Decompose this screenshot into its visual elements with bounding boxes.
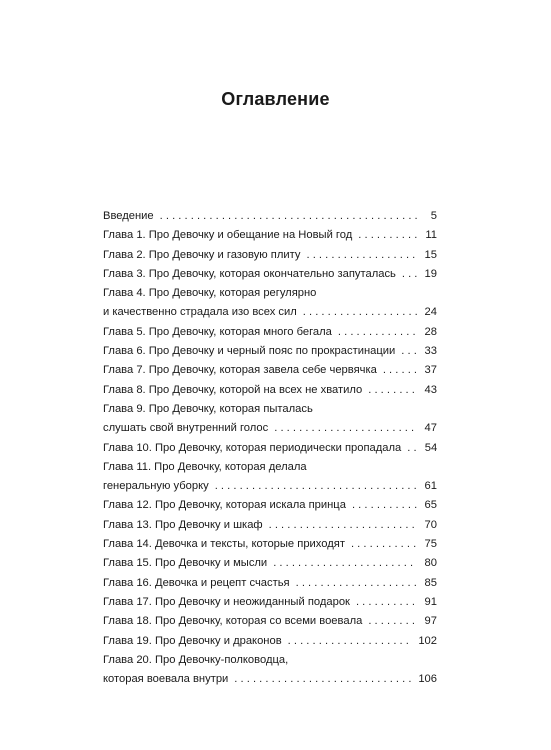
toc-entry-title: Глава 9. Про Девочку, которая пыталась: [103, 402, 313, 415]
toc-entry: [103, 516, 437, 535]
toc-entry-title: Введение: [103, 210, 154, 222]
toc-entry-title: Глава 11. Про Девочку, которая делала: [103, 460, 307, 473]
toc-leader-dots: [351, 535, 417, 554]
toc-entry-title: Глава 5. Про Девочку, которая много бегала: [103, 325, 332, 338]
toc-page-number: 70: [424, 518, 437, 531]
toc-entry-title: Глава 2. Про Девочку и газовую плиту: [103, 248, 301, 261]
toc-page-number: 24: [424, 306, 437, 319]
page-title: Оглавление: [221, 89, 330, 109]
toc-page-number: 91: [424, 595, 437, 608]
toc-page-number: 97: [424, 615, 437, 628]
toc-leader-dots: [407, 439, 417, 458]
toc-entry-title: Глава 19. Про Девочку и драконов: [103, 634, 282, 647]
toc-entry-title: генеральную уборку: [103, 480, 209, 493]
toc-page-number: 15: [424, 248, 437, 261]
toc-entry-title: Глава 15. Про Девочку и мысли: [103, 557, 268, 570]
toc-page-number: 54: [424, 441, 438, 454]
toc-page-number: 28: [424, 325, 437, 338]
toc-leader-dots: [303, 303, 417, 322]
toc-entry-title: Глава 16. Девочка и рецепт счастья: [103, 576, 290, 589]
toc-leader-dots: [352, 496, 417, 515]
toc-entry: [103, 439, 437, 458]
toc-entry: [103, 207, 437, 226]
toc-leader-dots: [368, 381, 417, 400]
toc-leader-dots: [358, 226, 417, 245]
toc-entry: [103, 361, 437, 380]
toc-leader-dots: [215, 477, 417, 496]
toc-page-number: 37: [424, 364, 437, 377]
toc-page-number: 106: [418, 673, 437, 686]
toc-entry-title: Глава 10. Про Девочку, которая периодически пропадала: [103, 441, 402, 454]
toc-page-number: 102: [418, 634, 437, 647]
toc-entry-title: Глава 12. Про Девочку, которая искала принца: [103, 499, 346, 512]
toc-entry: [103, 554, 437, 573]
toc-entry-title: Глава 8. Про Девочку, которой на всех не хватило: [103, 383, 363, 396]
toc-entry: [103, 670, 437, 689]
toc-entry: [103, 458, 437, 477]
toc-entry-title: слушать свой внутренний голос: [103, 422, 269, 435]
toc-entry-title: Глава 14. Девочка и тексты, которые приходят: [103, 538, 345, 551]
toc-leader-dots: [306, 246, 417, 265]
toc-entry: [103, 496, 437, 515]
toc-page-number: 61: [424, 480, 437, 493]
toc-leader-dots: [402, 265, 417, 284]
toc-entry: [103, 342, 437, 361]
toc-page-number: 11: [425, 229, 437, 242]
toc-entry-title: Глава 13. Про Девочку и шкаф: [103, 518, 263, 531]
toc-entry-title: Глава 17. Про Девочку и неожиданный подарок: [103, 595, 350, 608]
toc-entry-title: которая воевала внутри: [103, 673, 229, 686]
toc-entry-title: Глава 6. Про Девочку и черный пояс по прокрастинации: [103, 345, 396, 358]
toc-entry-title: Глава 18. Про Девочку, которая со всеми воевала: [103, 615, 363, 628]
toc-leader-dots: [338, 323, 417, 342]
toc-entry: [103, 400, 437, 419]
toc-page-number: 75: [424, 538, 437, 551]
toc-leader-dots: [383, 361, 417, 380]
toc-entry-title: Глава 7. Про Девочку, которая завела себе червячка: [103, 364, 377, 377]
toc-entry: [103, 593, 437, 612]
toc-entry: [103, 303, 437, 322]
toc-page-number: 5: [430, 210, 437, 222]
toc-entry: [103, 381, 437, 400]
toc-page-number: 85: [424, 576, 437, 589]
toc-entry: [103, 323, 437, 342]
toc-entry-title: Глава 20. Про Девочку-полководца,: [103, 653, 289, 666]
toc-entry: [103, 612, 437, 631]
toc-leader-dots: [356, 593, 417, 612]
toc-page-number: 80: [424, 557, 437, 570]
toc-leader-dots: [273, 554, 417, 573]
toc-page-number: 47: [424, 422, 437, 435]
toc-leader-dots: [274, 419, 417, 438]
toc-entry: [103, 651, 437, 670]
toc-leader-dots: [401, 342, 417, 361]
toc-entry: [103, 419, 437, 438]
toc-leader-dots: [368, 612, 417, 631]
toc-leader-dots: [296, 574, 417, 593]
toc-entry: [103, 574, 437, 593]
toc-entry-title: Глава 4. Про Девочку, которая регулярно: [103, 287, 317, 300]
toc-page-number: 65: [424, 499, 437, 512]
toc-entry: [103, 535, 437, 554]
toc-entry: [103, 477, 437, 496]
toc-page-number: 43: [424, 383, 437, 396]
toc-entry: [103, 265, 437, 284]
toc-leader-dots: [269, 516, 417, 535]
toc-entry-title: Глава 1. Про Девочку и обещание на Новый год: [103, 229, 353, 242]
toc-page-number: 19: [424, 267, 437, 280]
toc-entry: [103, 284, 437, 303]
toc-leader-dots: [160, 207, 417, 226]
toc-entry: [103, 632, 437, 651]
toc-page-number: 33: [424, 345, 437, 358]
toc-entry-title: и качественно страдала изо всех сил: [103, 306, 297, 319]
toc-leader-dots: [288, 632, 413, 651]
toc-entry: [103, 246, 437, 265]
toc-entry-title: Глава 3. Про Девочку, которая окончательно запуталась: [103, 267, 396, 280]
toc-entry: [103, 226, 437, 245]
table-of-contents: [103, 207, 437, 689]
toc-leader-dots: [234, 670, 412, 689]
